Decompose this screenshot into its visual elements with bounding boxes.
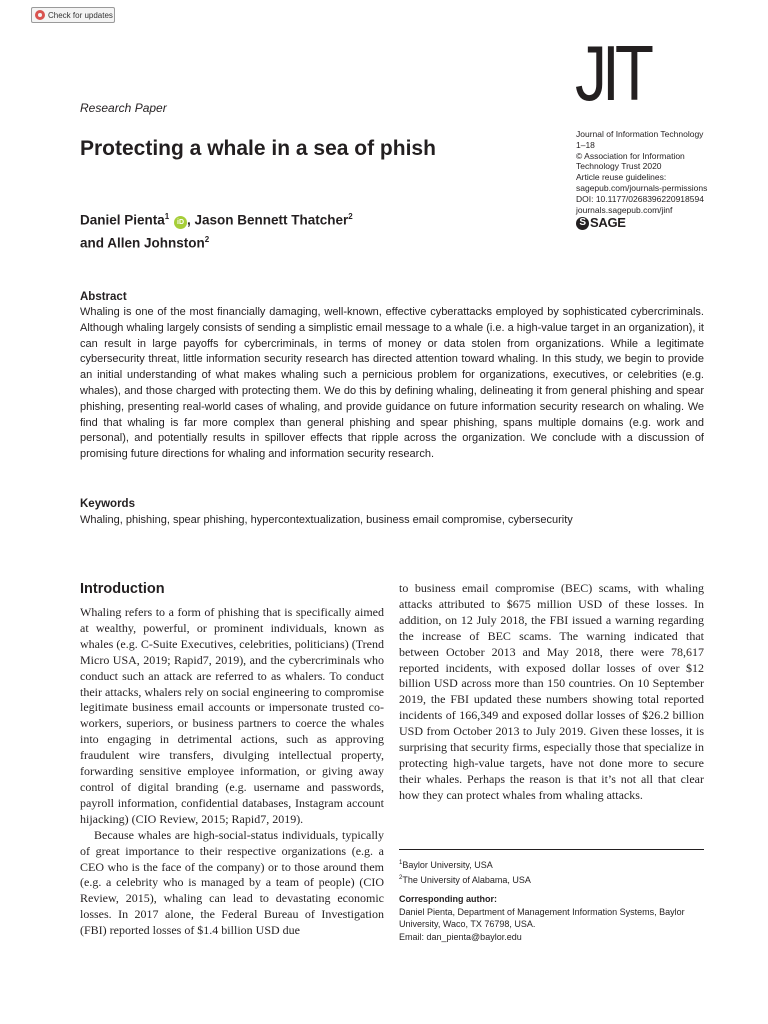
journal-info <box>576 129 726 230</box>
introduction-heading: Introduction <box>80 581 165 597</box>
doi-link[interactable]: DOI: 10.1177/0268396220918594 <box>576 193 704 204</box>
author-list <box>80 207 353 252</box>
journal-name: Journal of Information Technology <box>576 129 704 139</box>
keywords-heading: Keywords <box>80 498 135 510</box>
right-column <box>399 581 704 804</box>
journal-home-link[interactable]: journals.sagepub.com/jinf <box>576 204 673 215</box>
check-for-updates-badge[interactable] <box>31 7 115 23</box>
orcid-icon[interactable]: iD <box>174 216 187 229</box>
left-column <box>80 605 384 939</box>
publisher-name: SAGE <box>590 215 626 231</box>
article-title: Protecting a whale in a sea of phish <box>80 137 436 160</box>
copyright-line-2: Technology Trust 2020 <box>576 161 662 172</box>
affiliation-number: 2 <box>399 874 403 881</box>
corresponding-author-line: University, Waco, TX 76798, USA. <box>399 919 536 930</box>
abstract-text: Whaling is one of the most financially damaging, well-known, effective cyberattacks employed by sophisticated cybercriminals. Although whaling largely consists of sending a simplistic email message to a whale (i.e. a high-value target in an organization), it can result in large payoffs for cybercriminals, in terms of money or data stolen from organizations. While a legitimate cybersecurity threat, little information security research has directed attention toward whaling. In this study, we begin to provide an initial understanding of what makes whaling such a pernicious problem for organizations, executives, or celebrities (e.g. whales), and those charged with protecting them. We do this by defining whaling, delineating it from general phishing and spear phishing, presenting real-world cases of whaling, and provide guidance on future information security research on whaling. We find that whaling is far more complex than general phishing and spear phishing, spans multiple domains (e.g. work and personal), and potentially results in spillover effects that ripple across the organization. We conclude with a discussion of promising future directions for whaling and information security research. <box>80 306 704 461</box>
footnote-divider <box>399 849 704 850</box>
author-name[interactable]: Jason Bennett Thatcher <box>194 212 349 228</box>
affiliation-line <box>399 857 704 872</box>
author-affiliation: 2 <box>348 212 353 221</box>
footnotes <box>399 857 704 944</box>
author-name[interactable]: Daniel Pienta <box>80 212 165 228</box>
affiliation-number: 1 <box>399 860 403 866</box>
author-separator: and <box>80 235 108 250</box>
affiliation-text: Baylor University, USA <box>402 860 493 870</box>
intro-paragraph-1: Whaling refers to a form of phishing that is specifically aimed at wealthy, powerful, or prominent individuals, known as whales (e.g. C-Suite Executives, celebrities, politicians) (Trend Micro USA, 2019; Rapid7, 2019), and the cybercriminals who conduct such an attack are referred to as whalers. To conduct their attacks, whalers rely on social engineering to compromise legitimate business email accounts or impersonate trusted co-workers, superiors, or business partners to coerce the whales into engaging in detrimental actions, such as approving fraudulent wire transfers, divulging intellectual property, forwarding sensitive employee information, or giving away control of digital branding (e.g. username and passwords, payroll information, confidential databases, Instagram account hijacking) (CIO Review, 2015; Rapid7, 2019). <box>80 605 384 826</box>
corresponding-author-line: Daniel Pienta, Department of Management Information Systems, Baylor <box>399 906 685 917</box>
reuse-label: Article reuse guidelines: <box>576 172 667 183</box>
intro-paragraph-2: Because whales are high-social-status individuals, typically of great importance to their respective organizations (e.g. a CEO who is the face of the company) or to those around them (e.g. a celebrity who is managed by a team of people) (CIO Review, 2015), whaling can lead to devastating economic losses. In 2017 alone, the Federal Bureau of Investigation (FBI) reported losses of $1.4 billion USD due <box>80 827 384 938</box>
crossmark-icon <box>35 10 45 20</box>
author-separator: , <box>187 212 195 228</box>
intro-paragraph-3: to business email compromise (BEC) scams, with whaling attacks attributed to $675 million USD of these losses. In addition, on 12 July 2018, the FBI issued a warning regarding the increase of BEC scams. The warning indicated that between October 2013 and May 2018, there were 78,617 reported incidents, with exposed dollar losses of over $12 billion USD across more than 150 countries. On 10 September 2019, the FBI updated these numbers showing total reported incidents of 166,349 and exposed dollar losses of $26.2 billion USD from October 2013 to July 2019. Given these losses, it is surprising that security firms, especially those that specialize in protecting high-value targets, have not done more to secure their whales. Perhaps the reason is that it’s not all that clear how they can protect whales from whaling attacks. <box>399 581 704 802</box>
copyright-line-1: © Association for Information <box>576 150 685 161</box>
corresponding-author-email[interactable]: Email: dan_pienta@baylor.edu <box>399 931 522 942</box>
journal-pages: 1–18 <box>576 139 595 150</box>
reuse-link[interactable]: sagepub.com/journals-permissions <box>576 182 708 193</box>
author-name[interactable]: Allen Johnston <box>107 235 205 250</box>
affiliation-line <box>399 872 704 887</box>
article-type: Research Paper <box>80 101 167 115</box>
corresponding-author-heading: Corresponding author: <box>399 894 497 905</box>
author-affiliation: 1 <box>164 212 170 221</box>
abstract-heading: Abstract <box>80 291 127 303</box>
publisher-logo <box>576 217 726 230</box>
check-for-updates-label: Check for updates <box>48 10 113 20</box>
journal-logo: JIT <box>575 29 650 117</box>
author-affiliation: 2 <box>204 234 210 244</box>
sage-mark-icon: S <box>576 217 589 230</box>
keywords-text: Whaling, phishing, spear phishing, hypercontextualization, business email compromise, cybersecurity <box>80 514 573 526</box>
affiliation-text: The University of Alabama, USA <box>402 874 531 885</box>
